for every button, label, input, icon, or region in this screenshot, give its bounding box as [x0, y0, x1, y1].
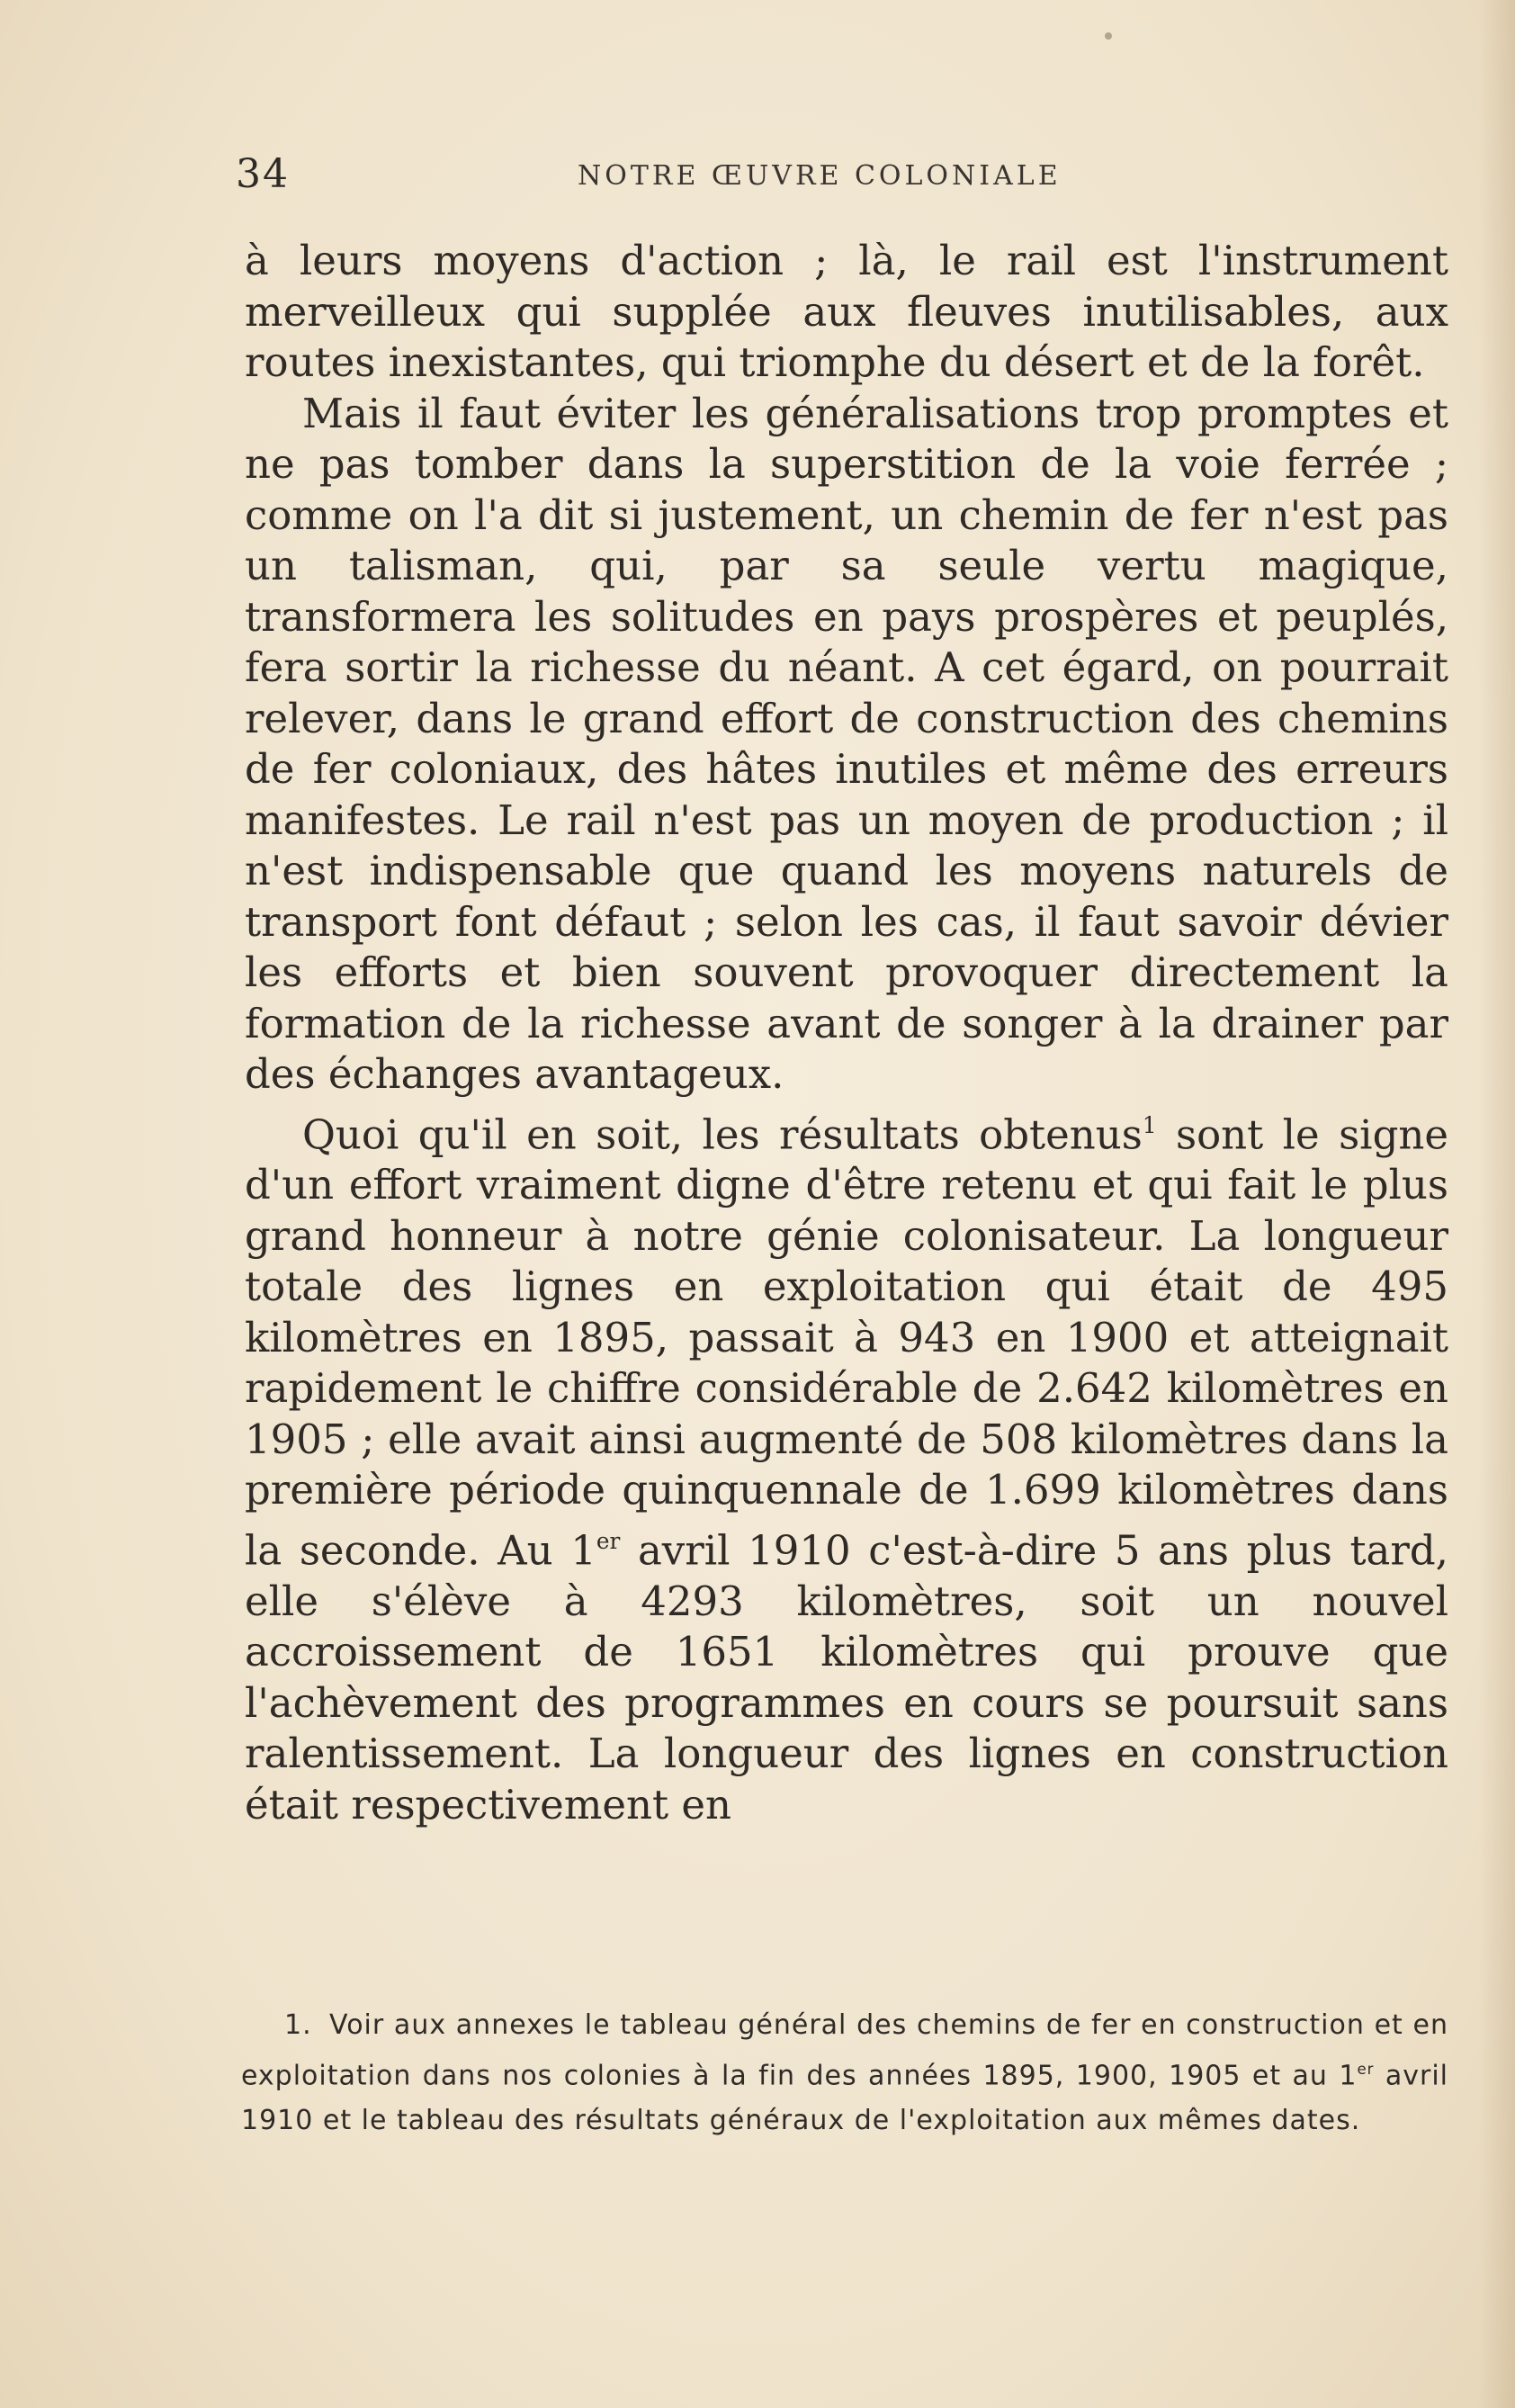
- paragraph-3-part-1: Quoi qu'il en soit, les résultats obtenus: [302, 1110, 1143, 1158]
- footnote-reference[interactable]: 1: [1142, 1111, 1157, 1138]
- page-header: [236, 151, 1135, 205]
- ordinal-suffix: er: [596, 1527, 621, 1554]
- paragraph-1: à leurs moyens d'action ; là, le rail est l'instrument merveilleux qui supplée aux fleuves inutilisables, aux routes inexistantes, qui triomphe du désert et de la forêt.: [245, 237, 1448, 386]
- footnote-text-part-1: Voir aux annexes le tableau général des chemins de fer en construction et en exploitation dans nos colonies à la fin des années 1895, 1900, 1905 et au 1: [241, 2009, 1448, 2092]
- paper-speck: [1105, 32, 1112, 40]
- paragraph-3: [245, 1101, 1448, 1831]
- footnote: [241, 2003, 1448, 2143]
- footnote-text-part-2: avril 1910 et le tableau des résultats généraux de l'exploitation aux mêmes dates.: [241, 2060, 1449, 2136]
- footnote-ordinal-suffix: er: [1357, 2061, 1375, 2078]
- running-title: NOTRE ŒUVRE COLONIALE: [578, 160, 1062, 192]
- footnote-number: 1.: [284, 2009, 312, 2041]
- paragraph-3-part-3: avril 1910 c'est-à-dire 5 ans plus tard, elle s'élève à 4293 kilomètres, soit un nouvel accroissement de 1651 kilomètres qui prouve que l'achèvement des programmes en cours se poursuit sans ralentissement. La longueur des lignes en construction était respectivement en: [245, 1526, 1448, 1828]
- main-text: [245, 236, 1448, 1830]
- paragraph-2: Mais il faut éviter les généralisations trop promptes et ne pas tomber dans la superstition de la voie ferrée ; comme on l'a dit si justement, un chemin de fer n'est pas un talisman, qui, par sa seule vertu magique, transformera les solitudes en pays prospères et peuplés, fera sortir la richesse du néant. A cet égard, on pourrait relever, dans le grand effort de construction des chemins de fer coloniaux, des hâtes inutiles et même des erreurs manifestes. Le rail n'est pas un moyen de production ; il n'est indispensable que quand les moyens naturels de transport font défaut ; selon les cas, il faut savoir dévier les efforts et bien souvent provoquer directement la formation de la richesse avant de songer à la drainer par des échanges avantageux.: [245, 389, 1448, 1098]
- paragraph-3-part-2: sont le signe d'un effort vraiment digne d'être retenu et qui fait le plus grand honneur à notre génie colonisateur. La longueur totale des lignes en exploitation qui était de 495 kilomètres en 1895, passait à 943 en 1900 et atteignait rapidement le chiffre considérable de 2.642 kilomètres en 1905 ; elle avait ainsi augmenté de 508 kilomètres dans la première période quinquennale de 1.699 kilomètres dans la seconde. Au 1: [245, 1110, 1448, 1575]
- page-number: 34: [236, 151, 290, 197]
- page-edge-shadow: [1479, 0, 1515, 2408]
